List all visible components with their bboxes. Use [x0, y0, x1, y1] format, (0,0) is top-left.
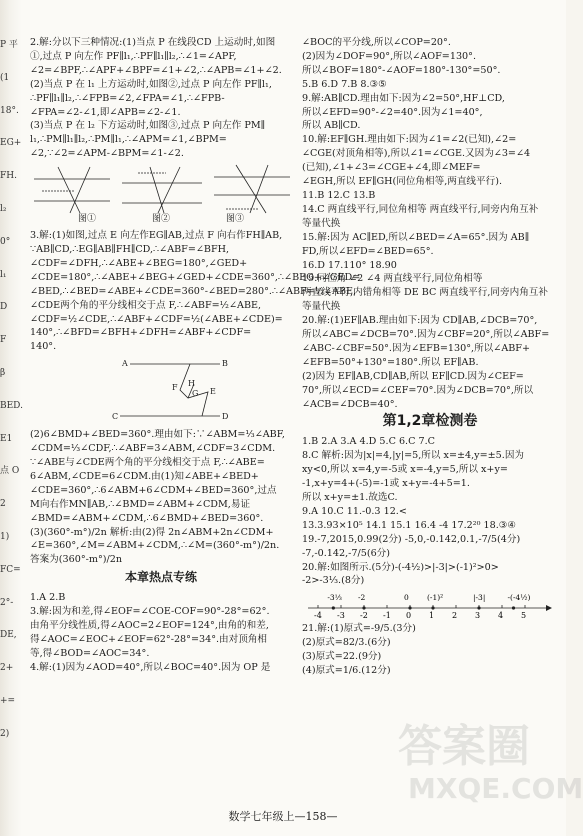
number-line-point-label: |-3| — [473, 593, 486, 603]
test-answers-21 — [302, 622, 558, 678]
number-line-point — [431, 607, 434, 610]
answer-line: 70°,所以∠ECD=∠CEF=70°.因为∠DCB=70°,所以 — [302, 384, 534, 396]
answers-5-to-20 — [302, 36, 558, 411]
answer-line: l₁,∴PM∥l₁∥l₂,∴PM∥l₁,∴∠APM=∠1,∠BPM= — [30, 134, 227, 146]
answer-line: M向右作MN∥AB,∴∠BMD=∠ABM+∠CDM,易证 — [30, 498, 251, 510]
answer-line: 得∠AOC=∠EOC+∠EOF=62°-28°=34°.由对顶角相 — [30, 633, 268, 645]
number-line-tick-label: 4 — [498, 611, 504, 621]
answer-line: 9.A 10.C 11.-0.3 12.< — [302, 505, 407, 517]
answer-line: 3.解:(1)如图,过点 E 向左作EG∥AB,过点 F 向右作FH∥AB, — [30, 230, 283, 242]
problem-3-figure — [30, 356, 292, 424]
answer-line: ∠FPA=∠2-∠1,即∠APB=∠2-∠1. — [30, 106, 181, 118]
answer-line: ∠EGH,所以 EF∥GH(同位角相等,两直线平行). — [302, 176, 503, 188]
answer-line: 两直线平行,内错角相等 DE BC 两直线平行,同旁内角互补 — [302, 287, 548, 299]
answer-line: ∠CDF=½∠CDE,∴∠ABF+∠CDF=½(∠ABE+∠CDE)= — [30, 313, 283, 325]
point-label: E — [210, 387, 216, 397]
answer-line: ∠2,∵∠2=∠APM-∠BPM=∠1-∠2. — [30, 148, 184, 160]
edge-fragment: 2) — [0, 728, 10, 739]
answer-line: ∠EFB=50°+130°=180°.所以 EF∥AB. — [302, 356, 479, 368]
answer-line: 所以∠EFD=90°-∠2=40°.因为∠1=40°, — [302, 106, 483, 118]
answer-line: 13.3.93×10⁵ 14.1 15.1 16.4 -4 17.2²⁰ 18.③④ — [302, 519, 516, 531]
number-line-tick-label: -1 — [383, 611, 391, 621]
answer-line: 10.解:EF∥GH.理由如下:因为∠1=∠2(已知),∠2= — [302, 134, 517, 146]
number-line-tick-label: 5 — [521, 611, 527, 621]
number-line-point — [332, 607, 335, 610]
answer-line: ∠CDE两个角的平分线相交于点 F,∴∠ABF=½∠ABE, — [30, 299, 262, 311]
answer-line: 16.D 17.110° 18.90 — [302, 259, 397, 271]
answer-line: ∠2=∠BPF,∴∠APF+∠BPF=∠1+∠2,∴∠APB=∠1+∠2. — [30, 64, 282, 76]
answer-line: ①,过点 P 向左作 PF∥l₁,∴PF∥l₁∥l₂,∴∠1=∠APF, — [30, 50, 237, 62]
answer-line: 14.C 两直线平行,同位角相等 两直线平行,同旁内角互补 — [302, 203, 539, 215]
answer-line: ∠BOC的平分线,所以∠COP=20°. — [302, 37, 451, 48]
answer-line: -1,x+y=4+(-5)=-1或 x+y=-4+5=1. — [302, 478, 470, 490]
number-line-point — [477, 607, 480, 610]
answer-line: 所以 AB∥CD. — [302, 120, 361, 132]
answer-line: 2.解:分以下三种情况:(1)当点 P 在线段CD 上运动时,如图 — [30, 37, 276, 48]
answer-line: xy<0,所以 x=4,y=-5或 x=-4,y=5,所以 x+y= — [302, 464, 508, 476]
answer-line: (已知),∠1+∠3=∠CGE+∠4,即∠MEF= — [302, 162, 481, 174]
edge-fragment: FC= — [0, 564, 21, 575]
number-line-point-label: 0 — [404, 593, 409, 603]
answer-line: 20.解:如图所示.(5分)-(-4½)>|-3|>(-1)²>0> — [302, 561, 499, 573]
test-section-title: 第1,2章检测卷 — [382, 413, 478, 430]
answer-line: 15.解:因为 AC∥ED,所以∠BED=∠A=65°.因为 AB∥ — [302, 231, 530, 243]
answer-line: 21.解:(1)原式=-9/5.(3分) — [302, 623, 416, 635]
point-label: B — [222, 359, 228, 369]
number-line-tick-label: 3 — [475, 611, 481, 621]
figure-caption: 图③ — [225, 214, 244, 225]
edge-fragment: 1) — [0, 531, 10, 542]
answer-line: 等,得∠BOD=∠AOC=34°. — [30, 647, 150, 659]
edge-fragment: 18°. — [0, 105, 19, 116]
right-column — [302, 36, 558, 678]
watermark-text: 答案圈 — [398, 721, 530, 772]
answer-line: (4)原式=1/6.(12分) — [302, 665, 391, 677]
figure-caption: 图② — [151, 214, 170, 225]
problem-3-continued — [30, 428, 292, 567]
edge-fragment: D — [0, 302, 8, 313]
answer-line: ∠CDF=∠DFH,∴∠ABE+∠BEG=180°,∠GED+ — [30, 257, 248, 269]
answer-line: 5.B 6.D 7.B 8.③⑤ — [302, 78, 387, 90]
answer-line: 6∠ABM,∠CDE=6∠CDM.由(1)知∠ABE+∠BED+ — [30, 470, 259, 482]
number-line-tick-label: -3 — [337, 611, 345, 621]
point-label: F — [172, 383, 178, 393]
answer-line: FD,所以∠EFD=∠BED=65°. — [302, 245, 434, 257]
number-line-tick-label: 2 — [452, 611, 458, 621]
figure-1 — [34, 167, 110, 213]
edge-fragment: 2 — [0, 499, 6, 510]
answer-line: (2)因为∠DOF=90°,所以∠AOF=130°. — [302, 50, 476, 62]
answer-line: 答案为(360°-m°)/2n — [30, 554, 123, 566]
answer-line: ∴PF∥l₁∥l₂,∴∠FPB=∠2,∠FPA=∠1,∴∠FPB- — [30, 92, 225, 104]
point-label: A — [122, 359, 128, 369]
edge-fragment: P 平 — [0, 40, 18, 50]
answer-line: 所以 x+y=±1.故选C. — [302, 492, 398, 503]
edge-fragment: F — [0, 335, 7, 346]
answer-line: 所以∠ABC=∠DCB=70°.因为∠CBF=20°,所以∠ABF= — [302, 329, 550, 341]
figure-3 — [214, 165, 290, 213]
answer-line: 1.B 2.A 3.A 4.D 5.C 6.C 7.C — [302, 436, 435, 448]
answer-line: 等量代换 — [302, 301, 341, 313]
answer-line: ∠CDE=180°,∴∠ABE+∠BEG+∠GED+∠CDE=360°,∴∠BEG+∠GED= — [30, 271, 361, 283]
point-label: D — [222, 412, 229, 422]
edge-fragment: 点 O — [0, 466, 20, 477]
number-line-point-label: -2 — [358, 593, 366, 603]
answer-line: ∠E=360°,∠M=∠ABM+∠CDM,∴∠M=(360°-m°)/2n. — [30, 540, 280, 552]
answer-line: (2)因为 EF∥AB,CD∥AB,所以 EF∥CD.因为∠CEF= — [302, 370, 524, 382]
figure-caption: 图① — [77, 214, 96, 225]
number-line-tick-label: 0 — [406, 611, 412, 621]
edge-fragment: l₁ — [0, 269, 7, 280]
problem-2-figures — [30, 163, 292, 215]
answer-line: 140°,∴∠BFD=∠BFH+∠DFH=∠ABF+∠CDF= — [30, 327, 252, 339]
answer-line: 4.解:(1)因为∠AOD=40°,所以∠BOC=40°.因为 OP 是 — [30, 661, 271, 673]
answer-line: 19.-7,2015,0.99(2分) -5,0,-0.142,0.1,-7/5(4分) — [302, 533, 521, 545]
number-line-point-label: -3⅓ — [327, 593, 342, 603]
answer-line: ∠CDE=360°,∴6∠ABM+6∠CDM+∠BED=360°,过点 — [30, 484, 277, 496]
number-line-tick-label: -2 — [360, 611, 368, 621]
hotspot-section-title: 本章热点专练 — [124, 570, 197, 585]
edge-fragment: DE, — [0, 630, 17, 641]
answer-line: 9.解:AB∥CD.理由如下:因为∠2=50°,HF⊥CD, — [302, 92, 505, 104]
number-line-point — [408, 607, 411, 610]
edge-fragment: (1 — [0, 72, 10, 83]
edge-fragment: 2°- — [0, 597, 14, 608]
answer-line: 3.解:因为和差,得∠EOF=∠COE-COF=90°-28°=62°. — [30, 606, 270, 618]
edge-fragment: 2+ — [0, 663, 14, 674]
edge-fragment: += — [0, 695, 16, 706]
answer-line: ∵AB∥CD,∴EG∥AB∥FH∥CD,∴∠ABF=∠BFH, — [30, 243, 230, 255]
answer-line: ∠CDM=⅓∠CDF,∴∠ABF=3∠ABM,∠CDF=3∠CDM. — [30, 443, 276, 455]
number-line-svg — [302, 590, 558, 620]
point-label: G — [192, 389, 199, 399]
edge-fragment: E1 — [0, 433, 13, 444]
answer-line: 11.B 12.C 13.B — [302, 189, 376, 201]
answer-line: 所以∠BOF=180°-∠AOF=180°-130°=50°. — [302, 64, 501, 76]
edge-fragment: 0° — [0, 236, 11, 247]
number-line-tick-label: 1 — [429, 611, 435, 621]
answer-line: ∠ACB=∠DCB=40°. — [302, 398, 398, 410]
answer-line: (2)当点 P 在 l₁ 上方运动时,如图②,过点 P 向左作 PF∥l₁, — [30, 78, 272, 90]
abcd-figure — [30, 356, 292, 424]
problem-2-block — [30, 36, 292, 161]
cropped-margin-fragments — [0, 40, 24, 760]
edge-fragment: FH. — [0, 171, 17, 182]
answer-line: ∠BED,∴∠BED=∠ABE+∠CDE=360°-∠BED=280°.∴∠ABF=½∠ABE, — [30, 285, 357, 297]
answer-line: -7,-0.142,-7/5(6分) — [302, 547, 391, 559]
parallel-lines-figures — [30, 163, 292, 215]
hotspot-answers — [30, 591, 292, 674]
number-line-point-label: -(-4½) — [507, 593, 531, 603]
edge-fragment: BED. — [0, 400, 23, 411]
answer-line: (3)(360°-m°)/2n 解析:由(2)得 2n∠ABM+2n∠CDM+ — [30, 526, 274, 538]
edge-fragment: l₂ — [0, 203, 7, 214]
answer-line: (3)当点 P 在 l₂ 下方运动时,如图③,过点 P 向左作 PM∥ — [30, 120, 266, 132]
number-line — [302, 590, 558, 620]
watermark-url: MXQE.COM — [408, 772, 583, 805]
answer-line: ∠CGE(对顶角相等),所以∠1=∠CGE.又因为∠3=∠4 — [302, 148, 531, 160]
answer-line: (3)原式=22.(9分) — [302, 651, 382, 663]
test-answers — [302, 435, 558, 588]
answer-line: -2>-3⅓.(8分) — [302, 575, 365, 587]
figure-captions — [30, 213, 292, 227]
point-label: H — [188, 379, 195, 389]
answer-line: 19.同位角 ∠2 ∠4 两直线平行,同位角相等 — [302, 273, 483, 285]
answer-line: (2)6∠BMD+∠BED=360°.理由如下:∵∠ABM=⅓∠ABF, — [30, 429, 285, 441]
page-footer: 数学七年级上—158— — [228, 810, 338, 823]
answer-line: 20.解:(1)EF∥AB.理由如下:因为 CD∥AB,∠DCB=70°, — [302, 315, 538, 327]
answer-line: ∠ABC-∠CBF=50°.因为∠EFB=130°,所以∠ABF+ — [302, 342, 530, 354]
edge-fragment: EG+ — [0, 138, 22, 149]
watermark-logo — [388, 700, 583, 820]
figure-2 — [122, 167, 202, 213]
point-label: C — [112, 412, 119, 422]
answer-line: ∵∠ABE与∠CDE两个角的平分线相交于点 F,∴∠ABE= — [30, 457, 265, 469]
answer-line: 由角平分线性质,得∠AOC=2∠EOF=124°,由角的和差, — [30, 620, 269, 631]
number-line-point — [362, 607, 365, 610]
answer-line: 8.C 解析:因为|x|=4,|y|=5,所以 x=±4,y=±5.因为 — [302, 450, 525, 462]
edge-fragment: β — [0, 367, 6, 378]
answer-line: ∠BMD=∠ABM+∠CDM,∴6∠BMD+∠BED=360°. — [30, 512, 264, 524]
answer-line: (2)原式=82/3.(6分) — [302, 637, 391, 649]
answer-line: 140°. — [30, 341, 57, 353]
answer-line: 1.A 2.B — [30, 592, 66, 604]
answer-line: 等量代换 — [302, 217, 341, 229]
number-line-point-label: (-1)² — [427, 593, 444, 603]
number-line-point — [512, 607, 515, 610]
number-line-tick-label: -4 — [314, 611, 322, 621]
